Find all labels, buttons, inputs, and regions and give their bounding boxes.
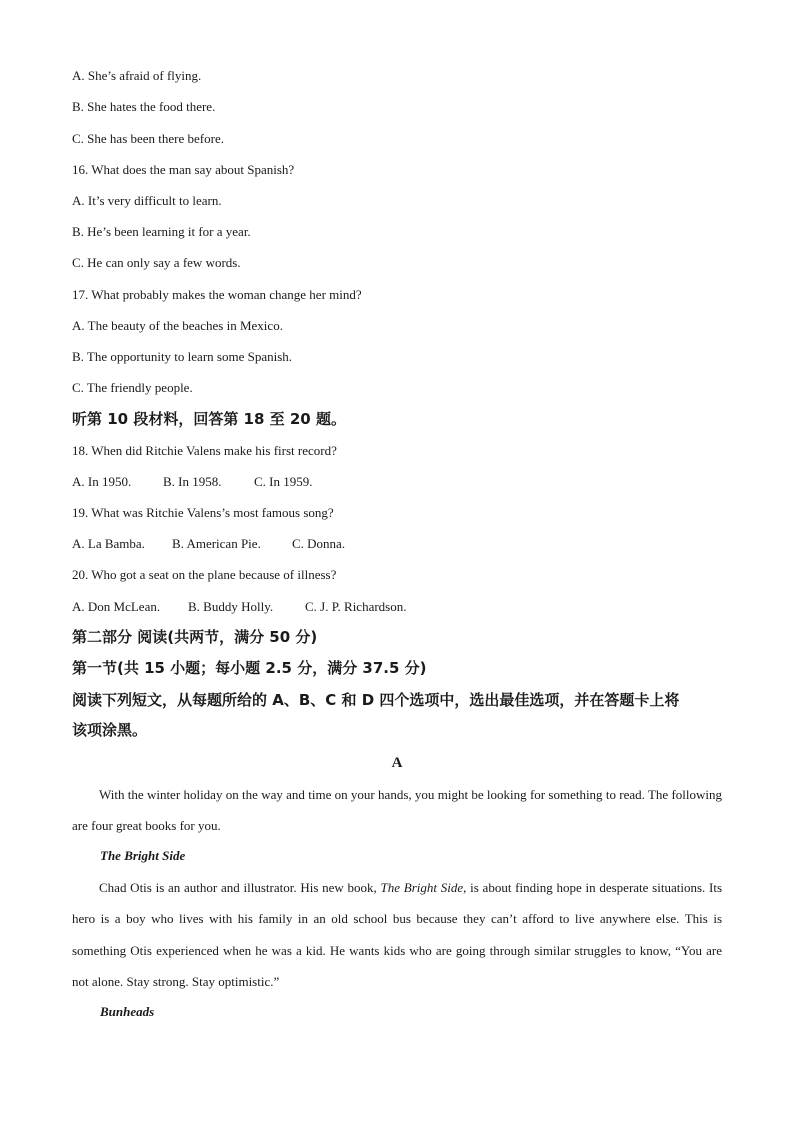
q18-options xyxy=(72,474,313,490)
q19-option-b: B. American Pie. xyxy=(172,536,261,551)
q17-option-c: C. The friendly people. xyxy=(72,380,193,395)
q19-option-a: A. La Bamba. xyxy=(72,536,145,551)
q15-option-c: C. She has been there before. xyxy=(72,131,224,146)
q17-question: 17. What probably makes the woman change her mind? xyxy=(72,287,362,302)
q17-option-a: A. The beauty of the beaches in Mexico. xyxy=(72,318,283,333)
q19-question: 19. What was Ritchie Valens’s most famous song? xyxy=(72,505,334,520)
book1-para-title: The Bright Side, xyxy=(380,880,467,895)
q18-question: 18. When did Ritchie Valens make his first record? xyxy=(72,443,337,458)
section1-heading: 第一节(共 15 小题；每小题 2.5 分，满分 37.5 分) xyxy=(72,659,427,677)
passage-letter: A xyxy=(391,755,403,771)
q17-option-b: B. The opportunity to learn some Spanish. xyxy=(72,349,293,364)
book1-title: The Bright Side xyxy=(100,848,186,863)
q18-option-b: B. In 1958. xyxy=(163,474,222,489)
q16-option-c: C. He can only say a few words. xyxy=(72,255,241,270)
book1-para-start: Chad Otis is an author and illustrator. His new book, xyxy=(99,880,381,895)
q19-options xyxy=(72,536,345,552)
part2-heading: 第二部分 阅读(共两节，满分 50 分) xyxy=(72,628,318,646)
q16-option-a: A. It’s very difficult to learn. xyxy=(72,193,222,208)
section10-heading: 听第 10 段材料，回答第 18 至 20 题。 xyxy=(72,410,346,428)
instructions-line2: 该项涂黑。 xyxy=(72,721,148,739)
q15-option-b: B. She hates the food there. xyxy=(72,99,216,114)
q19-option-c: C. Donna. xyxy=(292,536,346,551)
q16-question: 16. What does the man say about Spanish? xyxy=(72,162,295,177)
q20-option-b: B. Buddy Holly. xyxy=(188,599,274,614)
q15-option-a: A. She’s afraid of flying. xyxy=(72,68,202,83)
q20-option-c: C. J. P. Richardson. xyxy=(305,599,407,614)
book2-title: Bunheads xyxy=(100,1004,155,1019)
q16-option-b: B. He’s been learning it for a year. xyxy=(72,224,251,239)
book1-para-rest: is about finding hope in desperate situations. Its hero is a boy who lives with his family in an old school bus because they can’t afford to live anywhere else. This is something Otis experienced when he was a kid. He wants kids who are going through similar struggles to know, “You are not alone. Stay strong. Stay optimistic.” xyxy=(72,880,722,989)
book1-paragraph xyxy=(72,872,722,997)
q20-option-a: A. Don McLean. xyxy=(72,599,161,614)
intro-paragraph: With the winter holiday on the way and time on your hands, you might be looking for something to read. The following are four great books for you. xyxy=(72,787,722,834)
q18-option-c: C. In 1959. xyxy=(254,474,313,489)
q20-options xyxy=(72,599,406,615)
instructions-line1: 阅读下列短文，从每题所给的 A、B、C 和 D 四个选项中，选出最佳选项，并在答题卡上将 xyxy=(72,691,680,709)
q18-option-a: A. In 1950. xyxy=(72,474,132,489)
q20-question: 20. Who got a seat on the plane because of illness? xyxy=(72,567,337,582)
